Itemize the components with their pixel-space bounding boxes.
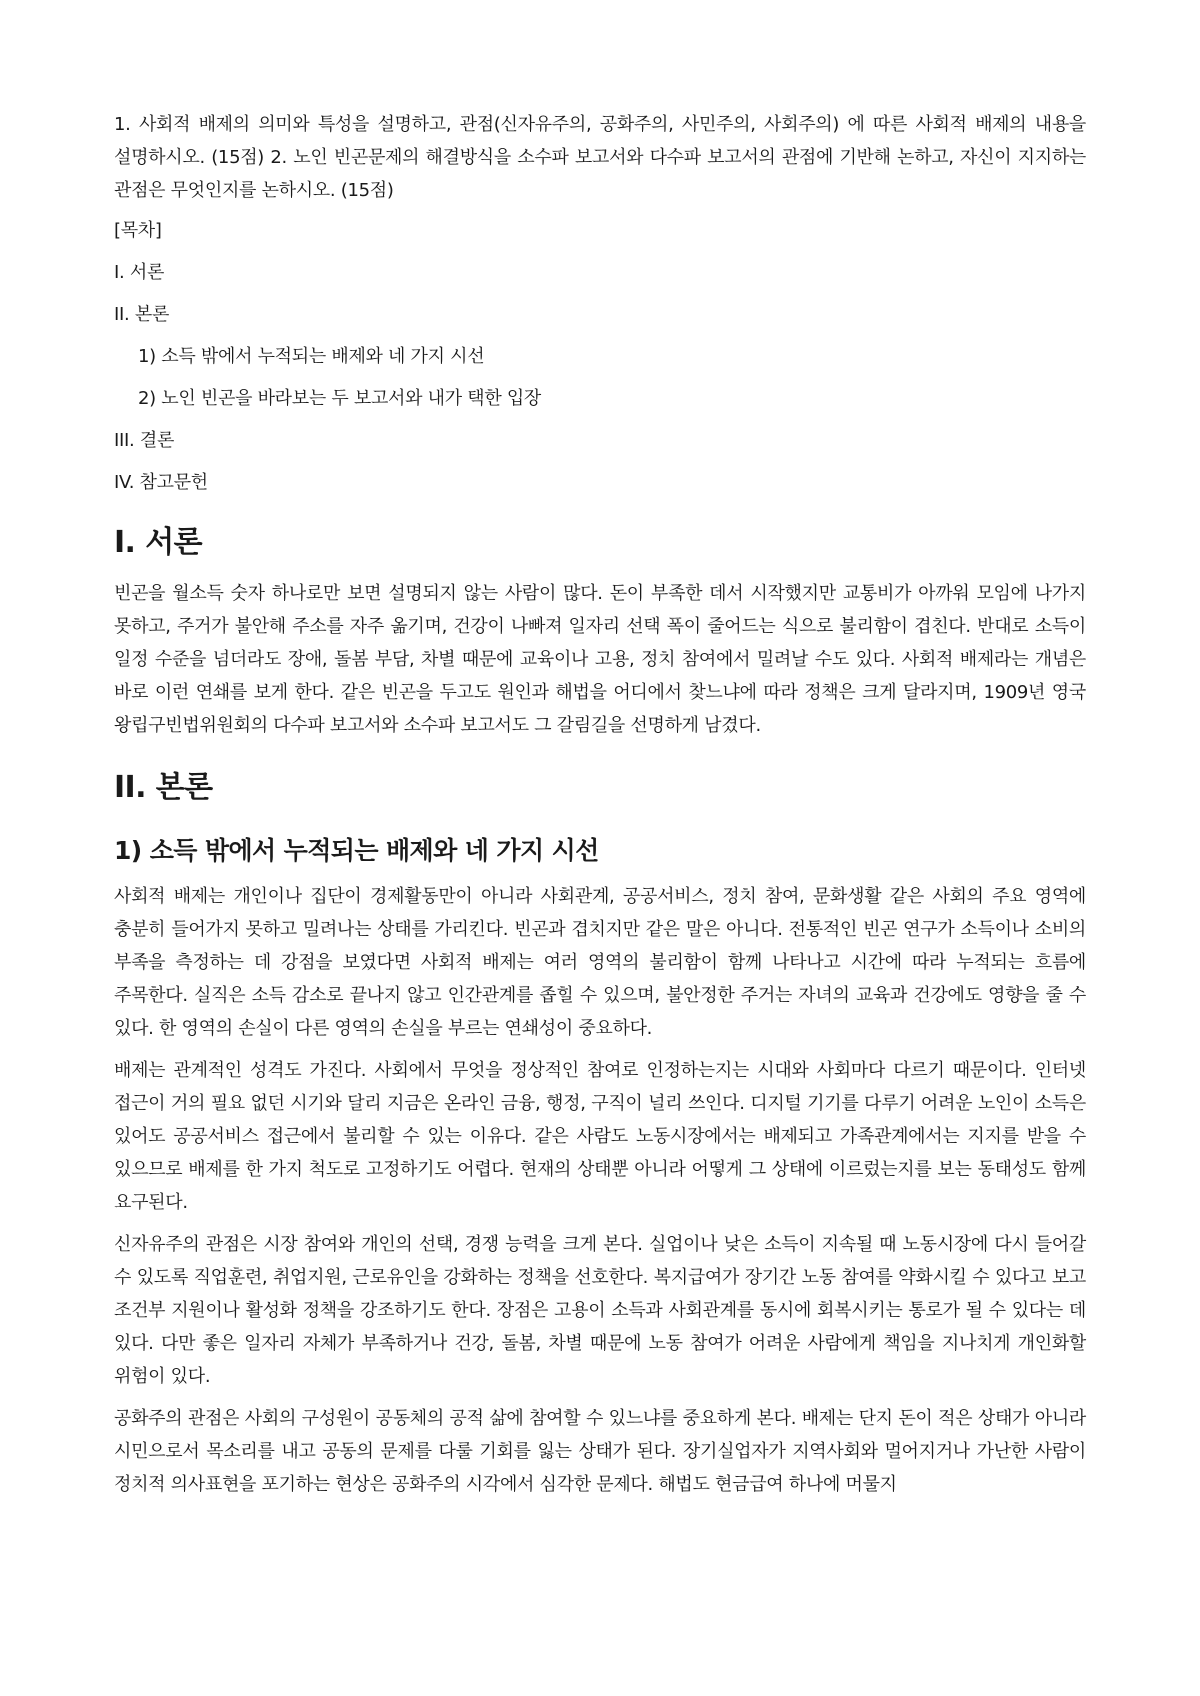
- body-paragraph: 공화주의 관점은 사회의 구성원이 공동체의 공적 삶에 참여할 수 있느냐를 중요하게 본다. 배제는 단지 돈이 적은 상태가 아니라 시민으로서 목소리를 내고 공동의 문제를 다룰 기회를 잃는 상태가 된다. 장기실업자가 지역사회와 멀어지거나 가난한 사람이 정치적 의사표현을 포기하는 현상은 공화주의 시각에서 심각한 문제다. 해법도 현금급여 하나에 머물지: [114, 1408, 1086, 1495]
- body-paragraph: 사회적 배제는 개인이나 집단이 경제활동만이 아니라 사회관계, 공공서비스, 정치 참여, 문화생활 같은 사회의 주요 영역에 충분히 들어가지 못하고 밀려나는 상태를 가리킨다. 빈곤과 겹치지만 같은 말은 아니다. 전통적인 빈곤 연구가 소득이나 소비의 부족을 측정하는 데 강점을 보였다면 사회적 배제는 여러 영역의 불리함이 함께 나타나고 시간에 따라 누적되는 흐름에 주목한다. 실직은 소득 감소로 끝나지 않고 인간관계를 좁힐 수 있으며, 불안정한 주거는 자녀의 교육과 건강에도 영향을 줄 수 있다. 한 영역의 손실이 다른 영역의 손실을 부르는 연쇄성이 중요하다.: [114, 886, 1086, 1039]
- question-text: 1. 사회적 배제의 의미와 특성을 설명하고, 관점(신자유주의, 공화주의, 사민주의, 사회주의) 에 따른 사회적 배제의 내용을 설명하시오. (15점) 2. 노인 빈곤문제의 해결방식을 소수파 보고서와 다수파 보고서의 관점에 기반해 논하고, 자신이 지지하는 관점은 무엇인지를 논하시오. (15점): [114, 114, 1086, 201]
- intro-heading: I. 서론: [114, 525, 202, 560]
- table-of-contents: [114, 216, 1086, 497]
- body-paragraph: 배제는 관계적인 성격도 가진다. 사회에서 무엇을 정상적인 참여로 인정하는지는 시대와 사회마다 다르기 때문이다. 인터넷 접근이 거의 필요 없던 시기와 달리 지금은 온라인 금융, 행정, 구직이 널리 쓰인다. 디지털 기기를 다루기 어려운 노인이 소득은 있어도 공공서비스 접근에서 불리할 수 있는 이유다. 같은 사람도 노동시장에서는 배제되고 가족관계에서는 지지를 받을 수 있으므로 배제를 한 가지 척도로 고정하기도 어렵다. 현재의 상태뿐 아니라 어떻게 그 상태에 이르렀는지를 보는 동태성도 함께 요구된다.: [114, 1060, 1086, 1213]
- document-page: [114, 108, 1086, 1501]
- toc-item-intro: I. 서론: [114, 262, 165, 283]
- body-sub1-heading: 1) 소득 밖에서 누적되는 배제와 네 가지 시선: [114, 836, 599, 865]
- toc-item-body-sub1: 1) 소득 밖에서 누적되는 배제와 네 가지 시선: [138, 346, 485, 367]
- toc-item-references: IV. 참고문헌: [114, 472, 208, 493]
- body-paragraph: 신자유주의 관점은 시장 참여와 개인의 선택, 경쟁 능력을 크게 본다. 실업이나 낮은 소득이 지속될 때 노동시장에 다시 들어갈 수 있도록 직업훈련, 취업지원, 근로유인을 강화하는 정책을 선호한다. 복지급여가 장기간 노동 참여를 약화시킬 수 있다고 보고 조건부 지원이나 활성화 정책을 강조하기도 한다. 장점은 고용이 소득과 사회관계를 동시에 회복시키는 통로가 될 수 있다는 데 있다. 다만 좋은 일자리 자체가 부족하거나 건강, 돌봄, 차별 때문에 노동 참여가 어려운 사람에게 책임을 지나치게 개인화할 위험이 있다.: [114, 1234, 1086, 1387]
- toc-item-conclusion: III. 결론: [114, 430, 175, 451]
- body-heading: II. 본론: [114, 770, 213, 805]
- toc-item-body: II. 본론: [114, 304, 170, 325]
- toc-title: [목차]: [114, 220, 162, 241]
- toc-item-body-sub2: 2) 노인 빈곤을 바라보는 두 보고서와 내가 택한 입장: [138, 388, 542, 409]
- intro-paragraph: 빈곤을 월소득 숫자 하나로만 보면 설명되지 않는 사람이 많다. 돈이 부족한 데서 시작했지만 교통비가 아까워 모임에 나가지 못하고, 주거가 불안해 주소를 자주 옮기며, 건강이 나빠져 일자리 선택 폭이 줄어드는 식으로 불리함이 겹친다. 반대로 소득이 일정 수준을 넘더라도 장애, 돌봄 부담, 차별 때문에 교육이나 고용, 정치 참여에서 밀려날 수도 있다. 사회적 배제라는 개념은 바로 이런 연쇄를 보게 한다. 같은 빈곤을 두고도 원인과 해법을 어디에서 찾느냐에 따라 정책은 크게 달라지며, 1909년 영국 왕립구빈법위원회의 다수파 보고서와 소수파 보고서도 그 갈림길을 선명하게 남겼다.: [114, 583, 1086, 736]
